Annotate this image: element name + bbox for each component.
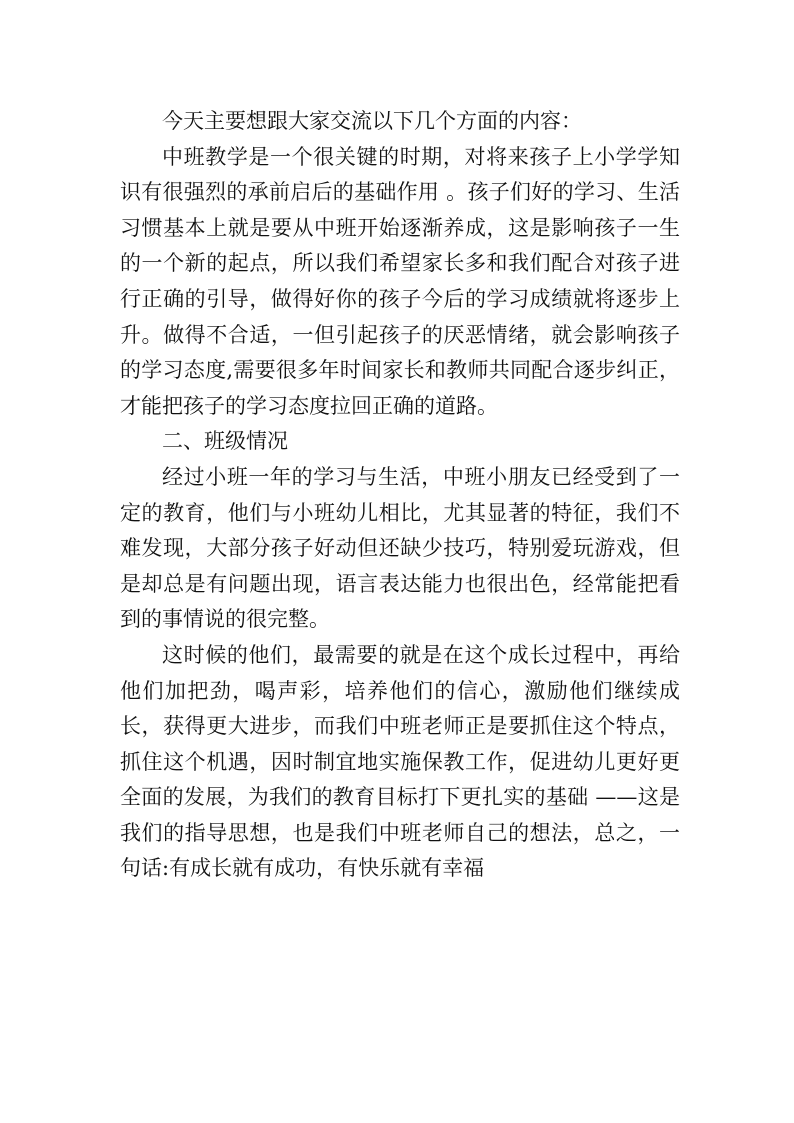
paragraph-class-situation: 经过小班一年的学习与生活，中班小朋友已经受到了一定的教育，他们与小班幼儿相比，尤其显著的特征，我们不难发现，大部分孩子好动但还缺少技巧，特别爱玩游戏，但是却总是有问题出现，语言表达能力也很出色，经常能把看到的事情说的很完整。	[120, 464, 680, 632]
paragraph-guiding-thought: 这时候的他们，最需要的就是在这个成长过程中，再给他们加把劲，喝声彩，培养他们的信心，激励他们继续成长，获得更大进步，而我们中班老师正是要抓住这个特点，抓住这个机遇，因时制宜地实施保教工作，促进幼儿更好更全面的发展，为我们的教育目标打下更扎实的基础 ——这是我们的指导思想，也是我们中班老师自己的想法，总之，一句话:有成长就有成功，有快乐就有幸福	[120, 642, 680, 881]
document-body	[120, 104, 680, 887]
paragraph-teaching-importance: 中班教学是一个很关键的时期，对将来孩子上小学学知识有很强烈的承前启后的基础作用 。孩子们好的学习、生活习惯基本上就是要从中班开始逐渐养成，这是影响孩子一生的一个新的起点，所以我们希望家长多和我们配合对孩子进行正确的引导，做得好你的孩子今后的学习成绩就将逐步上升。做得不合适，一但引起孩子的厌恶情绪，就会影响孩子的学习态度,需要很多年时间家长和教师共同配合逐步纠正，才能把孩子的学习态度拉回正确的道路。	[120, 144, 680, 418]
section-heading-class-situation: 二、班级情况	[162, 429, 288, 454]
paragraph-intro: 今天主要想跟大家交流以下几个方面的内容：	[162, 109, 582, 133]
